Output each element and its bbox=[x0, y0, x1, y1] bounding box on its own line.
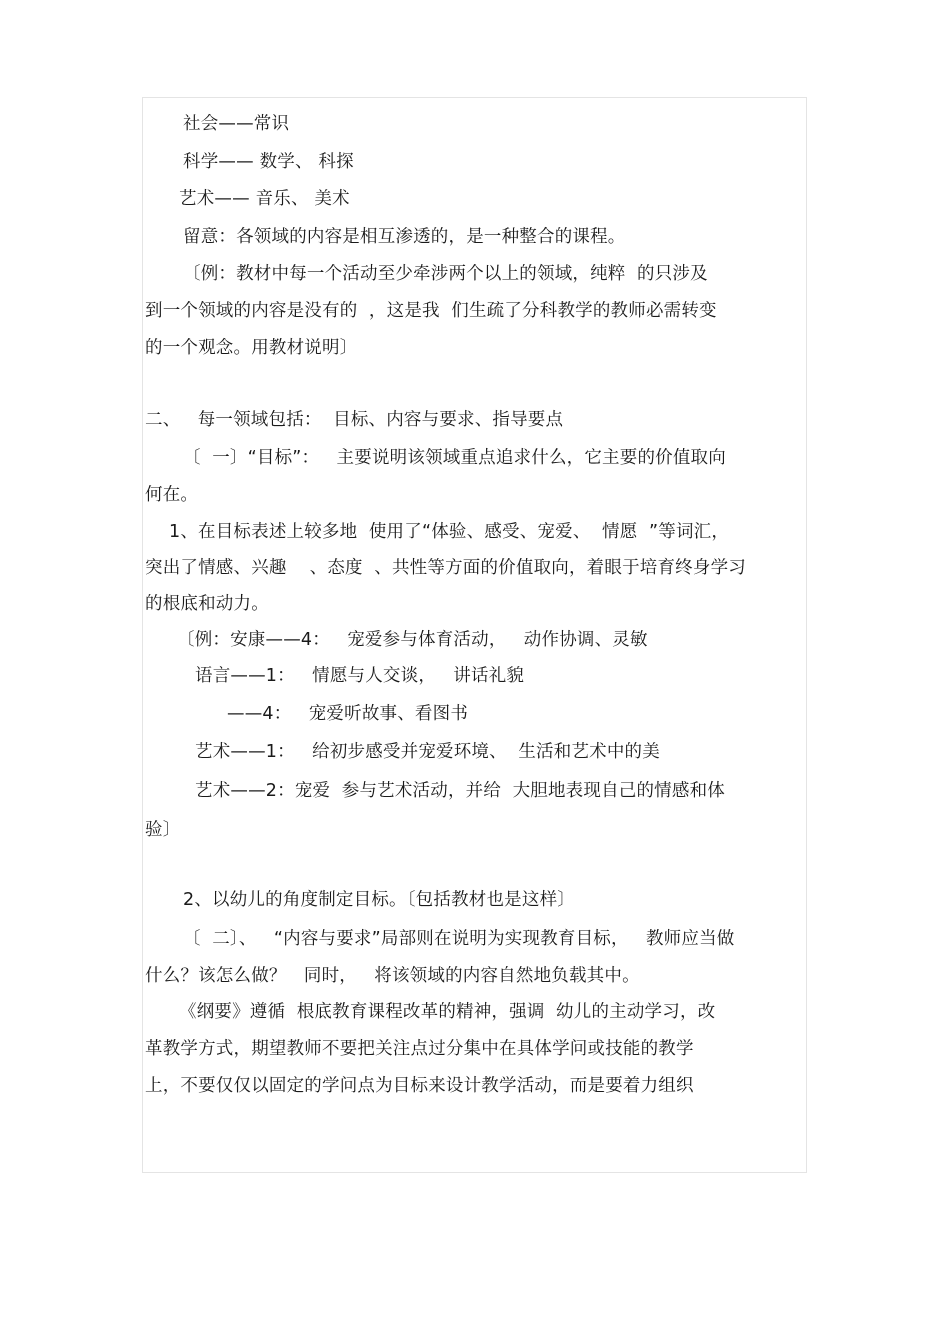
text-line-example-art-2: 艺术——2：宠爱 参与艺术活动，并给 大胆地表现自己的情感和体 bbox=[195, 781, 725, 801]
text-line-example-1: 〔例：教材中每一个活动至少牵涉两个以上的领域，纯粹 的只涉及 bbox=[183, 264, 708, 284]
text-line-outline-1: 《纲要》遵循 根底教育课程改革的精神，强调 幼儿的主动学习，改 bbox=[179, 1002, 716, 1022]
text-line-example-2: 到一个领域的内容是没有的 ，这是我 们生疏了分科教学的教师必需转变 bbox=[145, 301, 717, 321]
text-line-point1-2: 突出了情感、兴趣 、态度 、共性等方面的价值取向，着眼于培育终身学习 bbox=[145, 558, 746, 578]
text-line-goal-2: 何在。 bbox=[145, 485, 199, 505]
text-line-art: 艺术—— 音乐、 美术 bbox=[179, 189, 350, 209]
document-page bbox=[142, 97, 807, 1173]
text-line-note: 留意：各领域的内容是相互渗透的，是一种整合的课程。 bbox=[183, 227, 626, 247]
text-line-example-health: 〔例：安康——4： 宠爱参与体育活动， 动作协调、灵敏 bbox=[177, 630, 648, 650]
section-heading-two: 二、 每一领域包括： 目标、内容与要求、指导要点 bbox=[145, 410, 564, 430]
text-line-point1-3: 的根底和动力。 bbox=[145, 594, 269, 614]
text-line-science: 科学—— 数学、 科探 bbox=[183, 152, 354, 172]
text-line-example-language-4: ——4： 宠爱听故事、看图书 bbox=[227, 704, 469, 724]
text-line-content-2: 什么？该怎么做？ 同时， 将该领域的内容自然地负载其中。 bbox=[145, 966, 640, 986]
text-line-point2: 2、以幼儿的角度制定目标。〔包括教材也是这样〕 bbox=[183, 890, 575, 910]
text-line-outline-2: 革教学方式，期望教师不要把关注点过分集中在具体学问或技能的教学 bbox=[145, 1039, 694, 1059]
text-line-example-art-1: 艺术——1： 给初步感受并宠爱环境、 生活和艺术中的美 bbox=[195, 742, 660, 762]
text-line-example-art-end: 验〕 bbox=[145, 820, 181, 840]
text-line-social: 社会——常识 bbox=[183, 114, 290, 134]
text-line-example-3: 的一个观念。用教材说明〕 bbox=[145, 338, 358, 358]
text-line-content-1: 〔 二〕、 “内容与要求”局部则在说明为实现教育目标， 教师应当做 bbox=[183, 929, 735, 949]
text-line-goal-1: 〔 一〕“目标”： 主要说明该领域重点追求什么，它主要的价值取向 bbox=[183, 448, 726, 468]
text-line-example-language-1: 语言——1： 情愿与人交谈， 讲话礼貌 bbox=[195, 666, 525, 686]
text-line-outline-3: 上，不要仅仅以固定的学问点为目标来设计教学活动，而是要着力组织 bbox=[145, 1076, 694, 1096]
text-line-point1-1: 1、在目标表述上较多地 使用了“体验、感受、宠爱、 情愿 ”等词汇， bbox=[169, 522, 730, 542]
